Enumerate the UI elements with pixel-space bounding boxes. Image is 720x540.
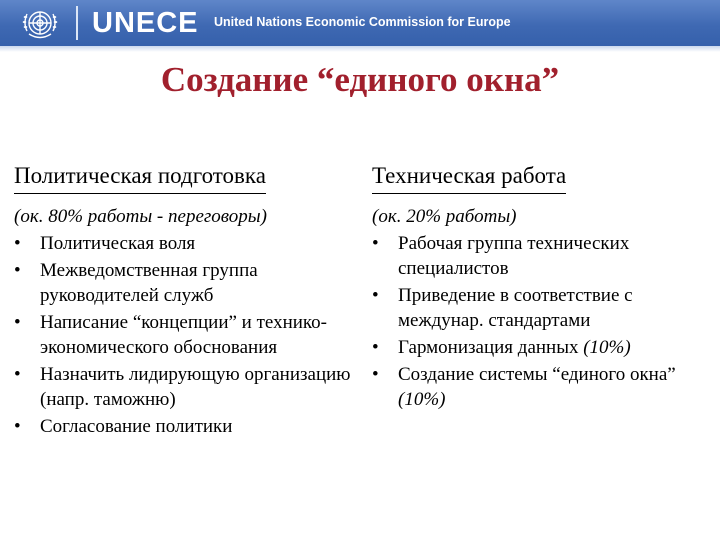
- list-item-text: Написание “концепции” и технико-экономического обоснования: [40, 312, 328, 358]
- list-item: [372, 362, 708, 412]
- header-divider: [76, 6, 78, 40]
- list-item-percent: (10%): [398, 389, 446, 410]
- left-column-heading: Политическая подготовка: [14, 160, 266, 194]
- list-item: [372, 335, 708, 360]
- left-column: [14, 160, 364, 441]
- list-item-text: Приведение в соответствие с междунар. стандартами: [398, 285, 633, 331]
- bullet-icon: •: [372, 285, 379, 306]
- bullet-icon: •: [14, 233, 21, 254]
- right-column: [372, 160, 708, 414]
- brand-name: UNECE: [92, 7, 199, 39]
- right-column-note: (ок. 20% работы): [372, 206, 517, 227]
- slide-title: Создание “единого окна”: [160, 60, 560, 99]
- right-column-heading: Техническая работа: [372, 160, 566, 194]
- bullet-icon: •: [14, 364, 21, 385]
- bullet-icon: •: [372, 337, 379, 358]
- list-item-text: Межведомственная группа руководителей служб: [40, 260, 258, 306]
- bullet-icon: •: [14, 312, 21, 333]
- organization-name: United Nations Economic Commission for Europe: [214, 15, 511, 29]
- header-shadow: [0, 46, 720, 52]
- list-item-text: Назначить лидирующую организацию (напр. таможню): [40, 364, 351, 410]
- left-bullet-list: [14, 231, 364, 439]
- list-item: [14, 231, 364, 256]
- list-item: [14, 414, 364, 439]
- bullet-icon: •: [14, 416, 21, 437]
- list-item: [14, 310, 364, 360]
- list-item-text: Создание системы “единого окна”: [398, 364, 676, 385]
- bullet-icon: •: [372, 364, 379, 385]
- list-item-text: Политическая воля: [40, 233, 196, 254]
- un-emblem-icon: [20, 3, 60, 43]
- list-item-percent: (10%): [583, 337, 631, 358]
- right-bullet-list: [372, 231, 708, 412]
- list-item: [14, 258, 364, 308]
- list-item-text: Рабочая группа технических специалистов: [398, 233, 630, 279]
- list-item-text: Гармонизация данных: [398, 337, 579, 358]
- list-item: [372, 231, 708, 281]
- bullet-icon: •: [14, 260, 21, 281]
- list-item: [372, 283, 708, 333]
- header-banner: [0, 0, 720, 46]
- list-item-text: Согласование политики: [40, 416, 233, 437]
- list-item: [14, 362, 364, 412]
- left-column-note: (ок. 80% работы - переговоры): [14, 206, 267, 227]
- bullet-icon: •: [372, 233, 379, 254]
